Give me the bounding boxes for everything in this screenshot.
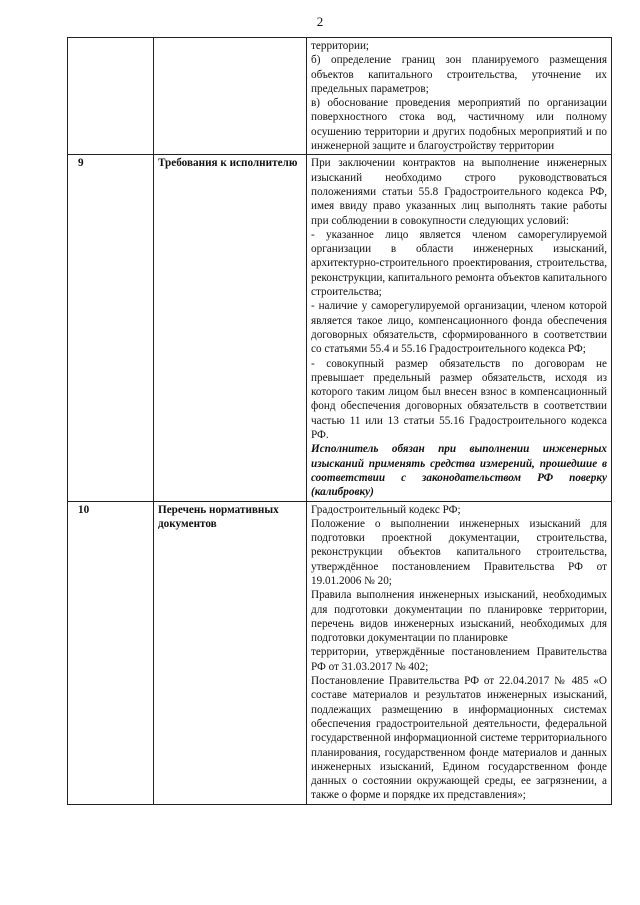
table-row bbox=[68, 38, 612, 155]
paragraph: территории; bbox=[311, 40, 370, 52]
paragraph: в) обоснование проведения мероприятий по организации поверхностного стока вод, частичному или полному осушению территории и других подобных мероприятий и по инженерной защите и благоустройству территории bbox=[311, 97, 607, 153]
table-row bbox=[68, 501, 612, 804]
paragraph: Положение о выполнении инженерных изысканий для подготовки проектной документации, строительства, реконструкции объектов капитального строительства, утверждённое постановлением Правительства РФ от 19.01.2006 № 20; bbox=[311, 517, 607, 587]
paragraph: территории, утверждённые постановлением Правительства РФ от 31.03.2017 № 402; bbox=[311, 646, 607, 673]
requirements-table bbox=[67, 37, 612, 805]
paragraph: - совокупный размер обязательств по договорам не превышает предельный размер обязательств, исходя из которого таким лицом был внесен взнос в компенсационный фонд обеспечения договорных обязательств в соответствии частью 11 или 13 статьи 55.16 Градостроительного кодекса РФ. bbox=[311, 357, 607, 442]
row-content bbox=[307, 501, 612, 804]
row-name: Перечень нормативных документов bbox=[154, 501, 307, 804]
paragraph: - указанное лицо является членом саморегулируемой организации в области инженерных изысканий, архитектурно-строительного проектирования, строительства, реконструкции, капитального ремонта объектов капитального строительства; bbox=[311, 228, 607, 299]
row-number bbox=[68, 38, 154, 155]
paragraph: б) определение границ зон планируемого размещения объектов капитального строительства, уточнение их предельных параметров; bbox=[311, 54, 607, 95]
row-content bbox=[307, 155, 612, 501]
emphasis-paragraph: Исполнитель обязан при выполнении инженерных изысканий применять средства измерений, прошедшие в соответствии с законодательством РФ поверку (калибровку) bbox=[311, 443, 607, 499]
page-number: 2 bbox=[316, 14, 324, 29]
row-name: Требования к исполнителю bbox=[154, 155, 307, 501]
row-name bbox=[154, 38, 307, 155]
row-number: 10 bbox=[68, 501, 154, 804]
paragraph: - наличие у саморегулируемой организации, членом которой является такое лицо, компенсационного фонда обеспечения договорных обязательств, сформированного в соответствии со статьями 55.4 и 55.16 Градостроительного кодекса РФ; bbox=[311, 300, 607, 356]
paragraph: Правила выполнения инженерных изысканий, необходимых для подготовки документации по планировке территории, перечень видов инженерных изысканий, необходимых для подготовки документации по планировке bbox=[311, 589, 607, 645]
row-number: 9 bbox=[68, 155, 154, 501]
paragraph: Градостроительный кодекс РФ; bbox=[311, 503, 461, 516]
paragraph: Постановление Правительства РФ от 22.04.2017 № 485 «О составе материалов и результатов инженерных изысканий, подлежащих размещению в информационных системах обеспечения градостроительной деятельности, федеральной государственной информационной системе территориального планирования, государственном фонде материалов и данных инженерных изысканий, Едином государственном фонде данных о состоянии окружающей среды, ее загрязнении, а также о форме и порядке их представления»; bbox=[311, 675, 607, 802]
table-row bbox=[68, 155, 612, 501]
paragraph: При заключении контрактов на выполнение инженерных изысканий необходимо строго руководствоваться положениями статьи 55.8 Градостроительного кодекса РФ, имея ввиду право указанных лиц выполнять такие работы при соблюдении в совокупности следующих условий: bbox=[311, 157, 607, 227]
row-content bbox=[307, 38, 612, 155]
